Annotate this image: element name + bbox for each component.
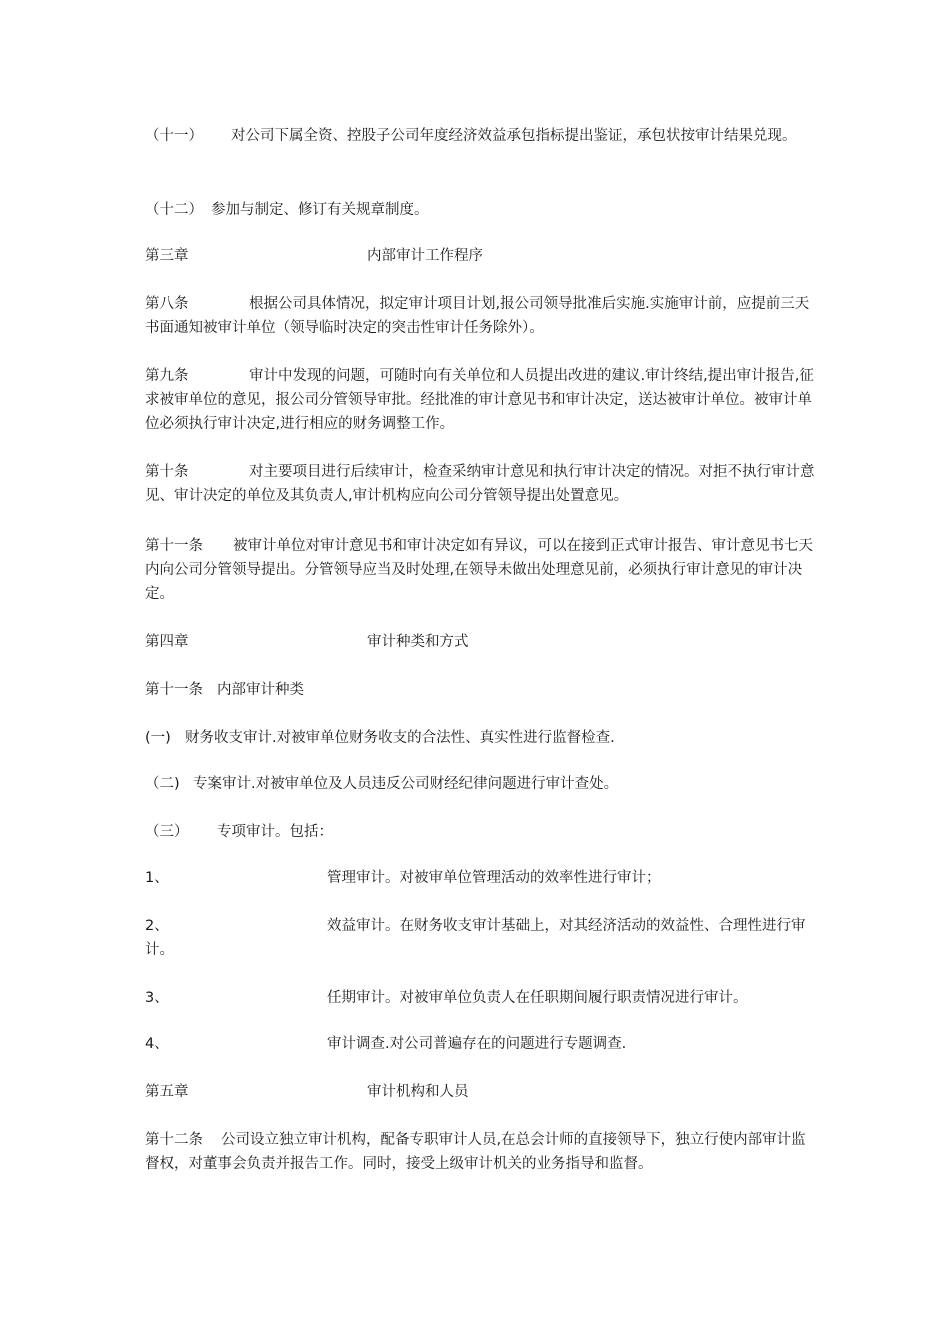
subitem-3 [145, 986, 815, 1010]
item-text: 专案审计.对被审单位及人员违反公司财经纪律问题进行审计查处。 [193, 776, 619, 792]
subitem-text: 效益审计。在财务收支审计基础上，对其经济活动的效益性、合理性进行审计。 [145, 918, 806, 958]
subitem-4 [145, 1032, 815, 1056]
subitem-text: 审计调查.对公司普遍存在的问题进行专题调查. [327, 1036, 627, 1052]
item-label: （二) [145, 776, 180, 792]
article-label: 第十二条 [145, 1132, 203, 1148]
chapter-title: 内部审计工作程序 [367, 248, 483, 264]
article-text: 公司设立独立审计机构，配备专职审计人员,在总会计师的直接领导下，独立行使内部审计监督权，对董事会负责并报告工作。同时，接受上级审计机关的业务指导和监督。 [145, 1132, 806, 1172]
clause-label: （十一） [145, 128, 203, 144]
article-10 [145, 460, 815, 508]
article-text: 审计中发现的问题，可随时向有关单位和人员提出改进的建议.审计终结,提出审计报告,征求被审单位的意见，报公司分管领导审批。经批准的审计意见书和审计决定，送达被审计单位。被审计单位必须执行审计决定,进行相应的财务调整工作。 [145, 368, 814, 432]
article-11-objection [145, 534, 815, 606]
subitem-1 [145, 866, 815, 890]
subitem-label: 4、 [145, 1036, 169, 1052]
subitem-2 [145, 914, 815, 962]
chapter-label: 第三章 [145, 248, 189, 264]
article-11-types [145, 678, 815, 702]
article-label: 第八条 [145, 296, 189, 312]
article-label: 第十条 [145, 464, 189, 480]
subitem-text: 管理审计。对被审单位管理活动的效率性进行审计； [327, 870, 661, 886]
chapter-4-heading [145, 630, 815, 654]
chapter-title: 审计种类和方式 [367, 634, 469, 650]
article-label: 第九条 [145, 368, 189, 384]
article-text: 根据公司具体情况，拟定审计项目计划,报公司领导批准后实施.实施审计前，应提前三天书面通知被审计单位（领导临时决定的突击性审计任务除外）。 [145, 296, 810, 336]
article-label: 第十一条 [145, 682, 203, 698]
item-text: 财务收支审计.对被审单位财务收支的合法性、真实性进行监督检查. [185, 730, 615, 746]
item-label: （三） [145, 824, 189, 840]
item-label: (一) [145, 730, 171, 746]
item-text: 专项审计。包括： [217, 824, 333, 840]
subitem-text: 任期审计。对被审单位负责人在任职期间履行职责情况进行审计。 [327, 990, 748, 1006]
article-text: 被审计单位对审计意见书和审计决定如有异议，可以在接到正式审计报告、审计意见书七天内向公司分管领导提出。分管领导应当及时处理,在领导未做出处理意见前，必须执行审计意见的审计决定。 [145, 538, 813, 602]
item-special-audit [145, 820, 815, 844]
chapter-label: 第五章 [145, 1084, 189, 1100]
chapter-label: 第四章 [145, 634, 189, 650]
item-case-audit [145, 772, 815, 796]
article-9 [145, 364, 815, 436]
clause-label: （十二） [145, 202, 203, 218]
subitem-label: 1、 [145, 870, 169, 886]
subitem-label: 3、 [145, 990, 169, 1006]
article-text: 对主要项目进行后续审计，检查采纳审计意见和执行审计决定的情况。对拒不执行审计意见、审计决定的单位及其负责人,审计机构应向公司分管领导提出处置意见。 [145, 464, 815, 504]
subitem-label: 2、 [145, 918, 169, 934]
article-12 [145, 1128, 815, 1176]
article-8 [145, 292, 815, 340]
clause-text: 对公司下属全资、控股子公司年度经济效益承包指标提出鉴证，承包状按审计结果兑现。 [231, 128, 797, 144]
article-text: 内部审计种类 [217, 682, 304, 698]
clause-12-duty [145, 198, 815, 222]
chapter-5-heading [145, 1080, 815, 1104]
item-financial-audit [145, 726, 815, 750]
article-label: 第十一条 [145, 538, 203, 554]
clause-11-duty [145, 124, 815, 148]
clause-text: 参加与制定、修订有关规章制度。 [211, 202, 429, 218]
chapter-title: 审计机构和人员 [367, 1084, 469, 1100]
chapter-3-heading [145, 244, 815, 268]
